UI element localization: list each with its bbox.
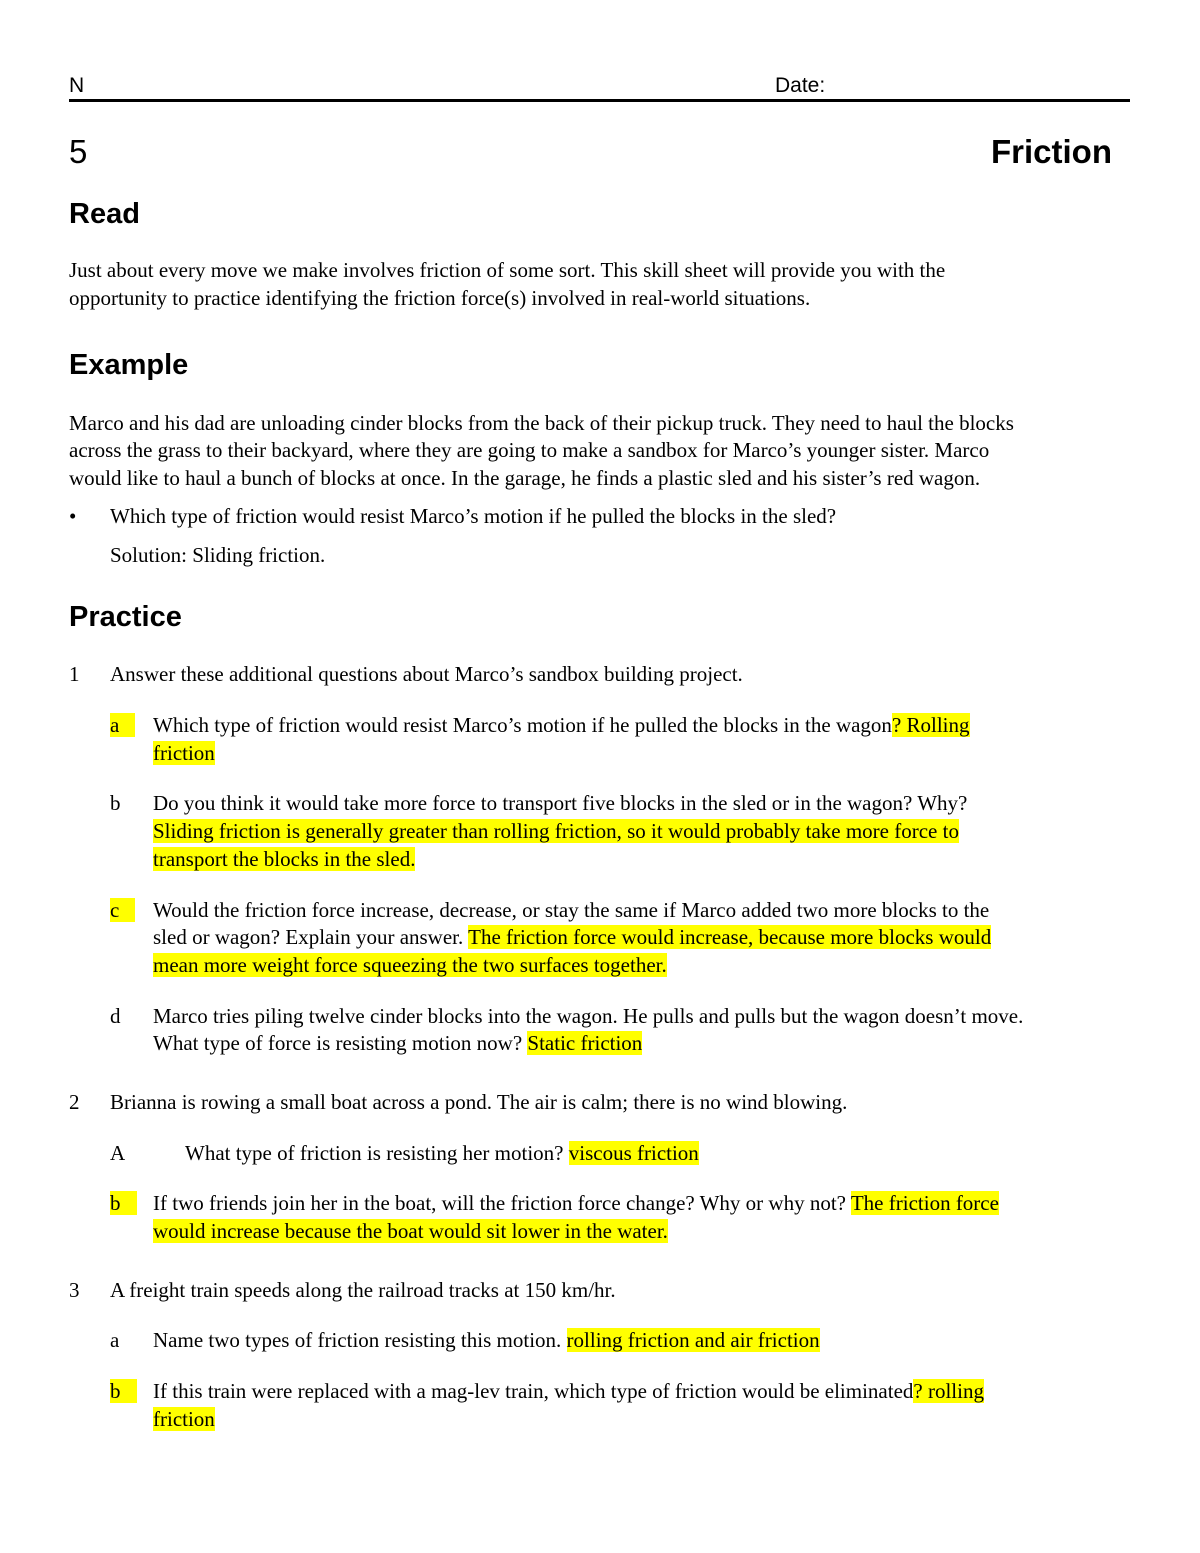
q1-number: 1	[69, 662, 80, 686]
q2a-line-1: What type of friction is resisting her motion? viscous friction	[185, 1141, 699, 1165]
practice-heading: Practice	[69, 601, 182, 633]
name-label: N	[69, 74, 85, 97]
q2a-answer: viscous friction	[568, 1141, 699, 1165]
q3b-line-2	[153, 1406, 215, 1434]
q1-text: Answer these additional questions about Marco’s sandbox building project.	[110, 662, 743, 686]
q1c-label: c	[110, 897, 135, 925]
q3-text: A freight train speeds along the railroad tracks at 150 km/hr.	[110, 1278, 616, 1302]
q3b-line-1: If this train were replaced with a mag-lev train, which type of friction would be eliminated? rolling	[153, 1379, 984, 1403]
q1c-answer-part-1: The friction force would increase, because more blocks would	[468, 925, 992, 949]
q3b-label: b	[110, 1378, 137, 1406]
q1a-label: a	[110, 712, 135, 740]
q3a-answer: rolling friction and air friction	[566, 1328, 820, 1352]
q1c-answer-part-2: mean more weight force squeezing the two surfaces together.	[153, 953, 667, 977]
sheet-number: 5	[69, 133, 88, 170]
q2a-label: A	[110, 1141, 126, 1165]
q2b-label: b	[110, 1190, 137, 1218]
q1a-line-2	[153, 740, 215, 768]
date-label: Date:	[775, 74, 826, 97]
q3-number: 3	[69, 1278, 80, 1302]
example-line-3: would like to haul a bunch of blocks at once. In the garage, he finds a plastic sled and his sister’s red wagon.	[69, 466, 981, 490]
q2b-line-2	[153, 1218, 668, 1246]
q1d-line-2: What type of force is resisting motion now? Static friction	[153, 1031, 643, 1055]
q2b-answer-part-2: would increase because the boat would sit lower in the water.	[153, 1219, 668, 1243]
q3b-answer-part-2: friction	[153, 1407, 215, 1431]
q3b-answer-part-1: ? rolling	[913, 1379, 984, 1403]
q1d-answer: Static friction	[527, 1031, 643, 1055]
q1a-answer-part-1: ? Rolling	[891, 713, 970, 737]
read-line-2: opportunity to practice identifying the friction force(s) involved in real-world situations.	[69, 286, 811, 310]
q1a-answer-part-2: friction	[153, 741, 215, 765]
q1c-line-1: Would the friction force increase, decrease, or stay the same if Marco added two more blocks to the	[153, 898, 990, 922]
read-heading: Read	[69, 198, 140, 230]
q1a-line-1: Which type of friction would resist Marco’s motion if he pulled the blocks in the wagon? Rolling	[153, 713, 970, 737]
q3a-line-1: Name two types of friction resisting this motion. rolling friction and air friction	[153, 1328, 820, 1352]
q2-text: Brianna is rowing a small boat across a pond. The air is calm; there is no wind blowing.	[110, 1090, 848, 1114]
q1c-line-2: sled or wagon? Explain your answer. The friction force would increase, because more blocks would	[153, 925, 992, 949]
header-rule	[69, 99, 1130, 102]
example-solution: Solution: Sliding friction.	[110, 543, 326, 567]
q1b-line-3	[153, 846, 415, 874]
q2b-answer-part-1: The friction force	[850, 1191, 999, 1215]
q1b-answer-part-2: transport the blocks in the sled.	[153, 847, 416, 871]
read-line-1: Just about every move we make involves friction of some sort. This skill sheet will provide you with the	[69, 258, 946, 282]
q1d-line-1: Marco tries piling twelve cinder blocks into the wagon. He pulls and pulls but the wagon doesn’t move.	[153, 1004, 1024, 1028]
q2b-line-1: If two friends join her in the boat, will the friction force change? Why or why not? The friction force	[153, 1191, 999, 1215]
page-title: Friction	[991, 133, 1112, 170]
example-line-1: Marco and his dad are unloading cinder blocks from the back of their pickup truck. They need to haul the blocks	[69, 411, 1014, 435]
example-question: Which type of friction would resist Marco’s motion if he pulled the blocks in the sled?	[110, 504, 837, 528]
q1b-line-1: Do you think it would take more force to transport five blocks in the sled or in the wagon? Why?	[153, 791, 968, 815]
q2-number: 2	[69, 1090, 80, 1114]
q1b-label: b	[110, 791, 121, 815]
q3a-label: a	[110, 1328, 120, 1352]
q1b-line-2	[153, 818, 959, 846]
example-bullet: •	[69, 504, 77, 528]
q1c-line-3	[153, 952, 667, 980]
q1d-label: d	[110, 1004, 121, 1028]
example-heading: Example	[69, 349, 189, 381]
q1b-answer-part-1: Sliding friction is generally greater than rolling friction, so it would probably take more force to	[153, 819, 959, 843]
example-line-2: across the grass to their backyard, where they are going to make a sandbox for Marco’s younger sister. Marco	[69, 438, 990, 462]
